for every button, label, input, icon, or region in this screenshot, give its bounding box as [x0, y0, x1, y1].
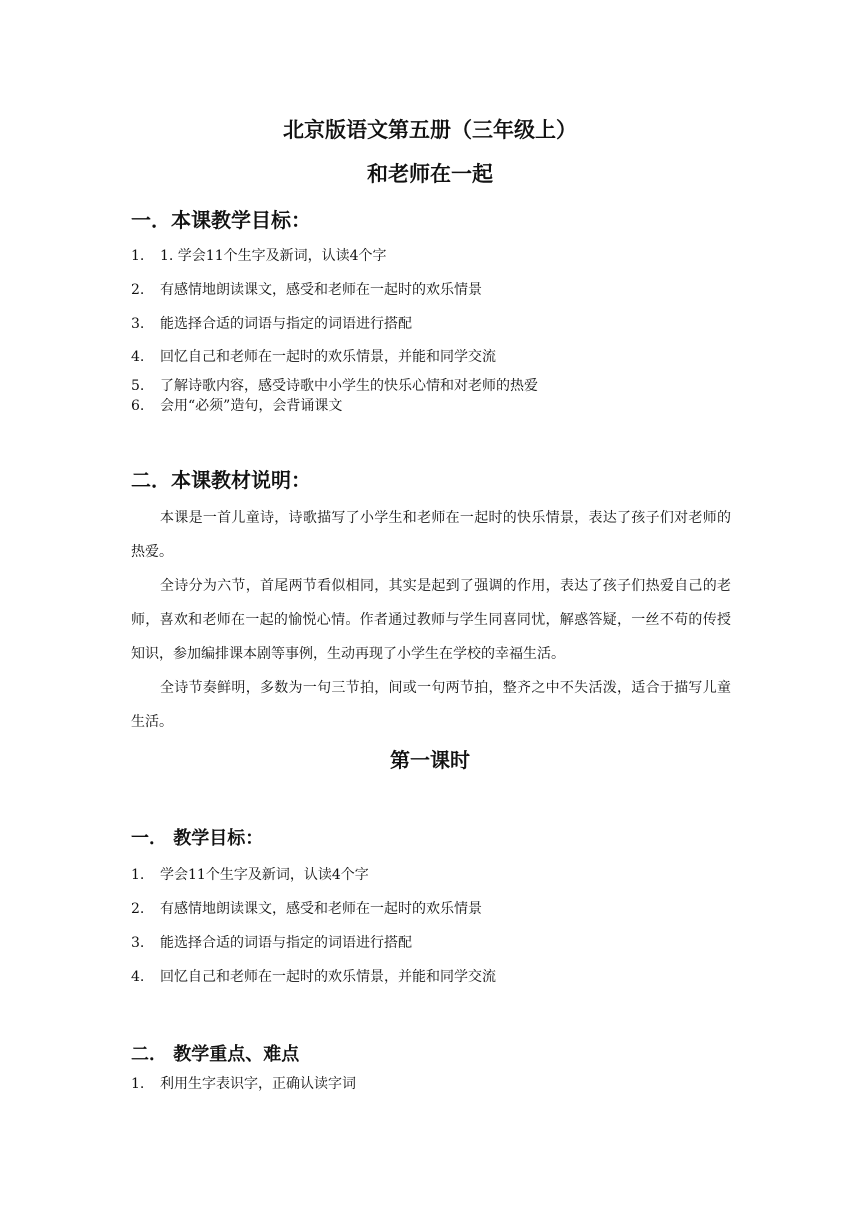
list-item: 5. 了解诗歌内容，感受诗歌中小学生的快乐心情和对老师的热爱 [131, 378, 538, 394]
list-item: 4. 回忆自己和老师在一起时的欢乐情景，并能和同学交流 [131, 969, 496, 985]
section-heading-key-points: 二． 教学重点、难点 [131, 1044, 300, 1065]
list-item: 2. 有感情地朗读课文，感受和老师在一起时的欢乐情景 [131, 282, 482, 298]
list-item: 4. 回忆自己和老师在一起时的欢乐情景，并能和同学交流 [131, 349, 496, 365]
list-item: 1. 利用生字表识字，正确认读字词 [131, 1076, 356, 1092]
list-item: 3. 能选择合适的词语与指定的词语进行搭配 [131, 316, 412, 332]
list-item: 2. 有感情地朗读课文，感受和老师在一起时的欢乐情景 [131, 901, 482, 917]
section-heading-material: 二．本课教材说明： [131, 468, 311, 492]
material-paragraph: 本课是一首儿童诗，诗歌描写了小学生和老师在一起时的快乐情景，表达了孩子们对老师的热爱。 [131, 510, 731, 560]
list-item: 6. 会用“必须”造句，会背诵课文 [131, 398, 343, 414]
material-paragraph: 全诗节奏鲜明，多数为一句三节拍，间或一句两节拍，整齐之中不失活泼，适合于描写儿童生活。 [131, 680, 731, 730]
course-goals-list [131, 246, 538, 416]
material-paragraph: 全诗分为六节，首尾两节看似相同，其实是起到了强调的作用，表达了孩子们热爱自己的老师，喜欢和老师在一起的愉悦心情。作者通过教师与学生同喜同忧，解惑答疑，一丝不苟的传授知识，参加编排课本剧等事例，生动再现了小学生在学校的幸福生活。 [131, 578, 731, 662]
list-item: 3. 能选择合适的词语与指定的词语进行搭配 [131, 935, 412, 951]
key-points-list [131, 1074, 356, 1094]
section-heading-teaching-goals: 一． 教学目标： [131, 828, 264, 849]
lesson-period-heading: 第一课时 [390, 748, 470, 772]
document-title: 北京版语文第五册（三年级上） [283, 117, 577, 142]
section-heading-course-goals: 一．本课教学目标： [131, 208, 311, 232]
teaching-goals-list [131, 865, 496, 1001]
list-item: 1. 1. 学会11个生字及新词，认读4个字 [131, 248, 387, 264]
list-item: 1. 学会11个生字及新词，认读4个字 [131, 867, 369, 883]
lesson-title: 和老师在一起 [367, 161, 493, 186]
